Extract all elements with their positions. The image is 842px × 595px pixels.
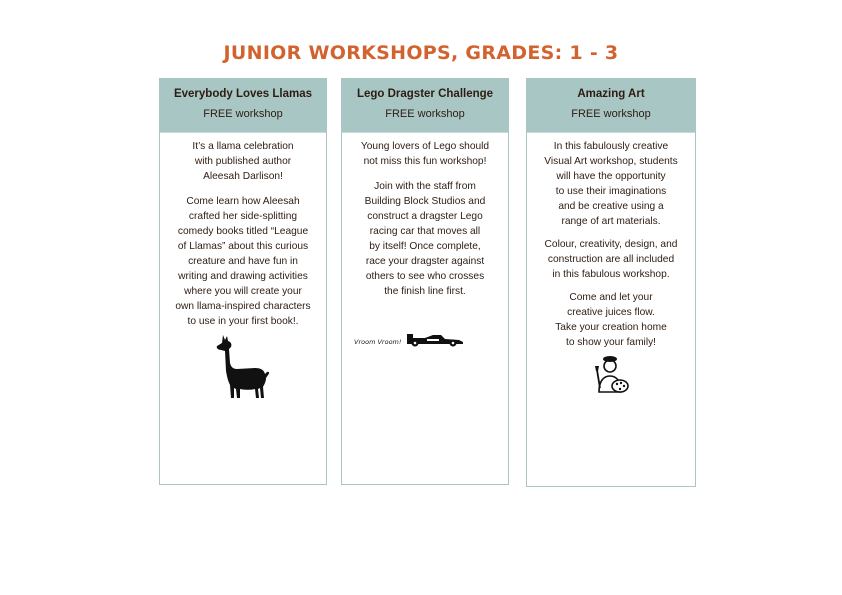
page-title: JUNIOR WORKSHOPS, GRADES: 1 - 3 — [223, 42, 619, 64]
workshop-price: FREE workshop — [385, 108, 465, 120]
workshop-description: It’s a llama celebration with published author Aleesah Darlison! — [192, 141, 294, 182]
workshop-description: Young lovers of Lego should not miss this fun workshop! — [360, 141, 490, 167]
workshop-price: FREE workshop — [571, 108, 651, 120]
card-header — [160, 79, 326, 133]
card-body — [527, 133, 695, 399]
workshop-card-llamas — [159, 78, 327, 485]
card-body — [160, 133, 326, 404]
llama-icon — [164, 333, 322, 404]
vroom-caption: Vroom Vroom! — [354, 337, 402, 346]
card-body — [342, 133, 508, 299]
workshop-card-lego — [341, 78, 509, 485]
workshop-card-art — [526, 78, 696, 487]
race-car-icon — [405, 331, 465, 352]
workshop-description: Come and let your creative juices flow. Take your creation home to show your family! — [555, 292, 667, 348]
workshop-title: Everybody Loves Llamas — [173, 88, 313, 100]
workshop-title: Lego Dragster Challenge — [356, 88, 494, 100]
workshop-price: FREE workshop — [203, 108, 283, 120]
card-header — [527, 79, 695, 133]
workshop-description: Join with the staff from Building Block Studios and construct a dragster Lego racing car that moves all by itself! Once complete, race your dragster against others to see who crosses the finish line first. — [364, 181, 486, 297]
artist-icon — [531, 354, 691, 399]
workshop-description: Colour, creativity, design, and construction are all included in this fabulous workshop. — [544, 239, 678, 280]
vroom-graphic — [354, 331, 465, 352]
workshop-description: In this fabulously creative Visual Art workshop, students will have the opportunity to use their imaginations and be creative using a range of art materials. — [544, 141, 678, 227]
workshop-title: Amazing Art — [577, 88, 645, 100]
workshop-description: Come learn how Aleesah crafted her side-splitting comedy books titled “League of Llamas” about this curious creature and have fun in writing and drawing activities where you will create your own llama-inspired characters to use in your first book!. — [175, 196, 311, 327]
card-header — [342, 79, 508, 133]
